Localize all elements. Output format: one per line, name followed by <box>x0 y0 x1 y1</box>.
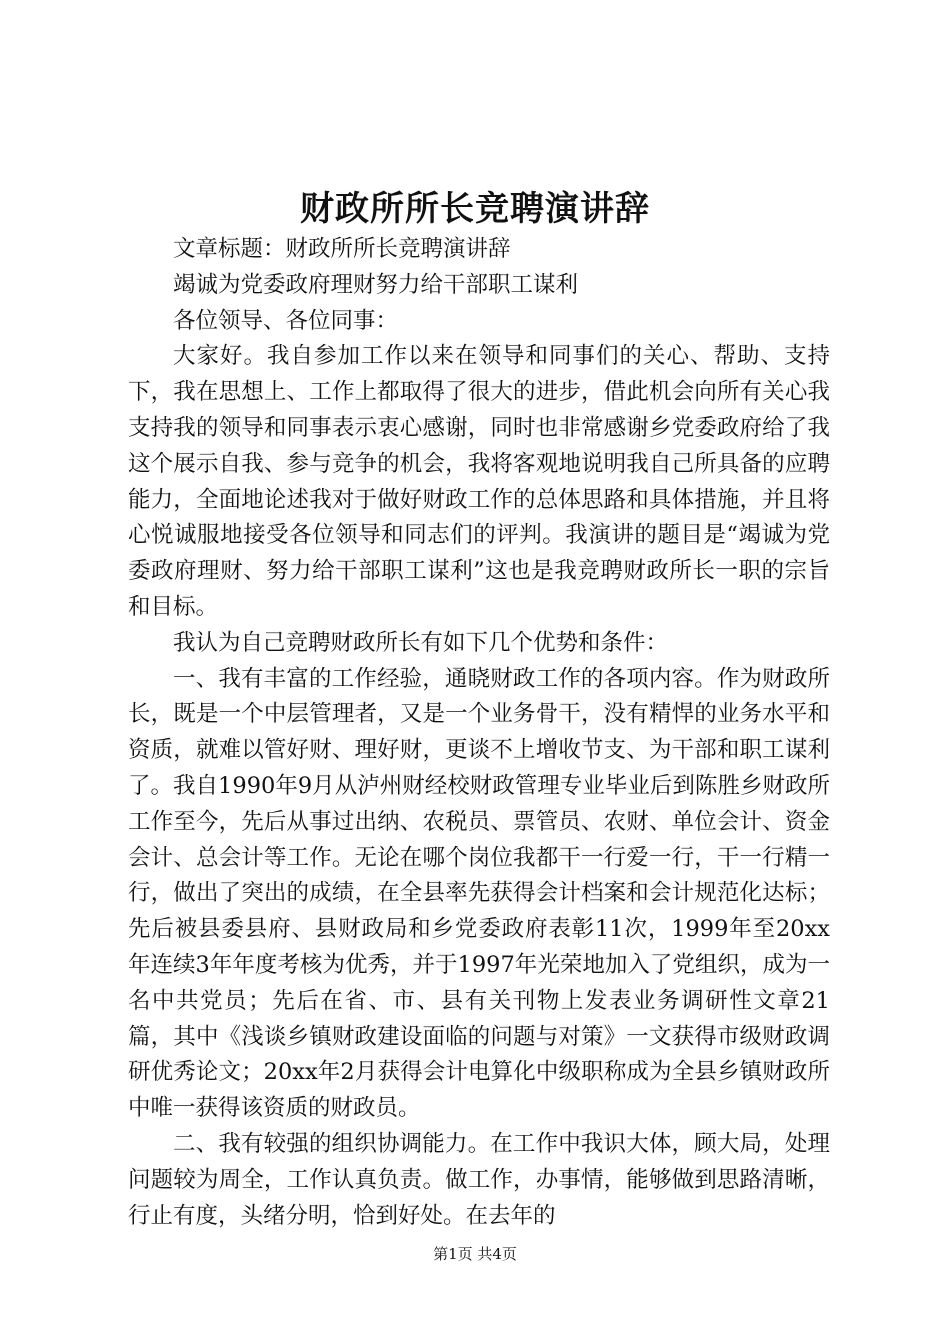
subtitle-line: 竭诚为党委政府理财努力给干部职工谋利 <box>173 271 579 298</box>
body-paragraph: 一、我有丰富的工作经验，通晓财政工作的各项内容。作为财政所长，既是一个中层管理者，又是一个业务骨干，没有精悍的业务水平和资质，就难以管好财、理好财，更谈不上增收节支、为干部和职工谋利了。我自1990年9月从泸州财经校财政管理专业毕业后到陈胜乡财政所工作至今，先后从事过出纳、农税员、票管员、农财、单位会计、资金会计、总会计等工作。无论在哪个岗位我都干一行爱一行，干一行精一行，做出了突出的成绩，在全县率先获得会计档案和会计规范化达标；先后被县委县府、县财政局和乡党委政府表彰11次，1999年至20xx年连续3年年度考核为优秀，并于1997年光荣地加入了党组织，成为一名中共党员；先后在省、市、县有关刊物上发表业务调研性文章21篇，其中《浅谈乡镇财政建设面临的问题与对策》一文获得市级财政调研优秀论文；20xx年2月获得会计电算化中级职称成为全县乡镇财政所中唯一获得该资质的财政员。 <box>128 665 830 1122</box>
article-title-line: 文章标题：财政所所长竞聘演讲辞 <box>173 236 511 262</box>
document-title: 财政所所长竞聘演讲辞 <box>300 189 650 229</box>
page-footer: 第1页 共4页 <box>433 1245 517 1263</box>
salutation: 各位领导、各位同事： <box>173 307 399 334</box>
document-body <box>128 232 830 1234</box>
body-paragraph: 大家好。我自参加工作以来在领导和同事们的关心、帮助、支持下，我在思想上、工作上都取得了很大的进步，借此机会向所有关心我支持我的领导和同事表示衷心感谢，同时也非常感谢乡党委政府给了我这个展示自我、参与竞争的机会，我将客观地说明我自己所具备的应聘能力，全面地论述我对于做好财政工作的总体思路和具体措施，并且将心悦诚服地接受各位领导和同志们的评判。我演讲的题目是“竭诚为党委政府理财、努力给干部职工谋利”这也是我竞聘财政所长一职的宗旨和目标。 <box>128 343 830 620</box>
body-paragraph: 二、我有较强的组织协调能力。在工作中我识大体，顾大局，处理问题较为周全，工作认真负责。做工作，办事情，能够做到思路清晰，行止有度，头绪分明，恰到好处。在去年的 <box>128 1130 830 1229</box>
body-paragraph: 我认为自己竞聘财政所长有如下几个优势和条件： <box>173 629 669 656</box>
